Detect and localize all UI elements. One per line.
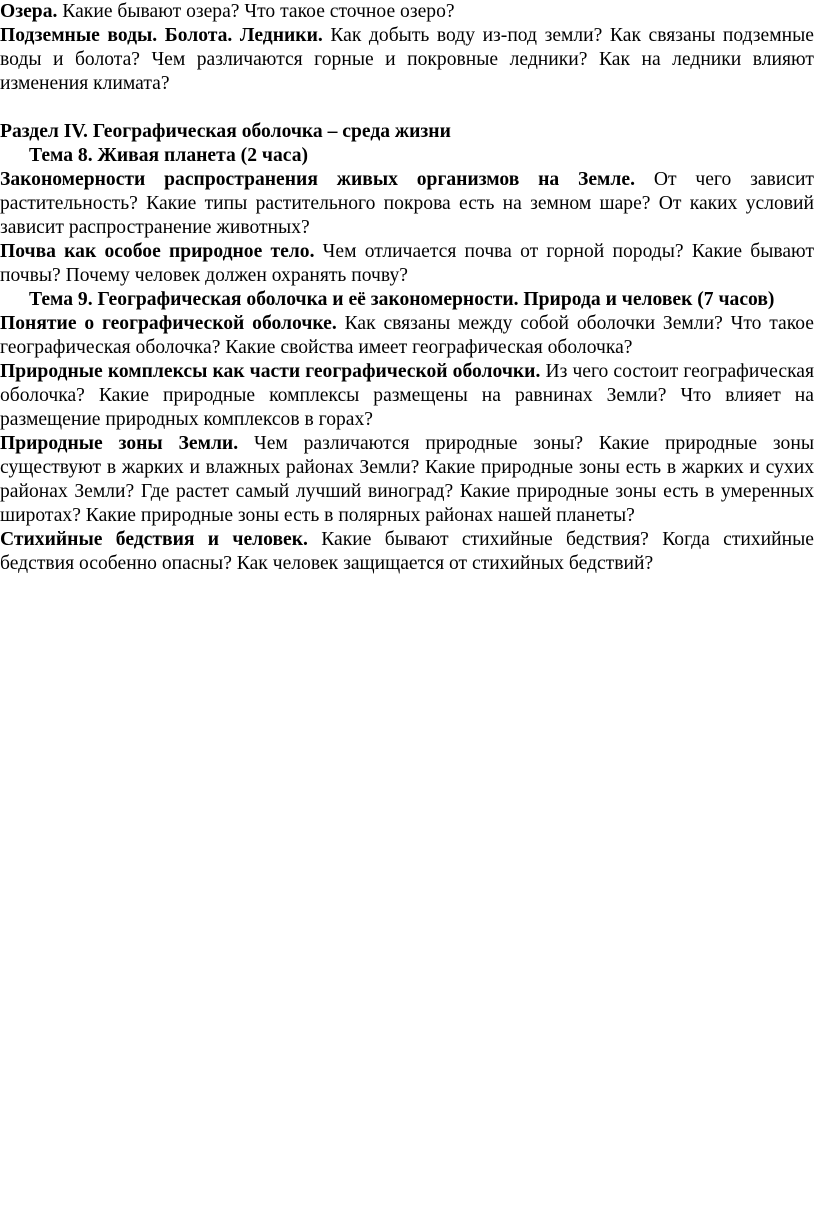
heading-lakes: Озера. [0,1,58,22]
paragraph-zones [0,432,814,528]
heading-organisms: Закономерности распространения живых организмов на Земле. [0,169,635,190]
section-title: Раздел IV. Географическая оболочка – среда жизни [0,121,451,142]
document-page [0,0,816,576]
paragraph-complexes [0,360,814,432]
blank-line [0,96,814,120]
text-groundwater: Как добыть воду из-под земли? Как связаны подземные воды и болота? Чем различаются горные и покровные ледники? Как на ледники влияют изменения климата? [0,25,814,94]
heading-zones: Природные зоны Земли. [0,433,239,454]
heading-groundwater: Подземные воды. Болота. Ледники. [0,25,323,46]
paragraph-geo-envelope [0,312,814,360]
text-zones: Чем различаются природные зоны? Какие природные зоны существуют в жарких и влажных районах Земли? Какие природные зоны есть в жарких и сухих районах Земли? Где растет самый лучший виноград? Какие природные зоны есть в умеренных широтах? Какие природные зоны есть в полярных районах нашей планеты? [0,433,814,526]
paragraph-groundwater [0,24,814,96]
heading-soil: Почва как особое природное тело. [0,241,315,262]
section-heading [0,120,814,144]
paragraph-soil [0,240,814,288]
paragraph-disasters [0,528,814,576]
heading-complexes: Природные комплексы как части географической оболочки. [0,361,541,382]
text-lakes: Какие бывают озера? Что такое сточное озеро? [57,1,455,22]
topic-8-title: Тема 8. Живая планета (2 часа) [29,145,309,166]
paragraph-lakes [0,0,814,24]
text-geo-envelope: Как связаны между собой оболочки Земли? Что такое географическая оболочка? Какие свойства имеет географическая оболочка? [0,313,814,358]
text-organisms: От чего зависит растительность? Какие типы растительного покрова есть на земном шаре? От каких условий зависит распространение животных? [0,169,814,238]
topic-8-heading [0,144,814,168]
heading-disasters: Стихийные бедствия и человек. [0,529,308,550]
paragraph-organisms [0,168,814,240]
text-soil: Чем отличается почва от горной породы? Какие бывают почвы? Почему человек должен охранять почву? [0,241,815,286]
text-disasters: Какие бывают стихийные бедствия? Когда стихийные бедствия особенно опасны? Как человек защищается от стихийных бедствий? [0,529,814,574]
text-complexes: Из чего состоит географическая оболочка? Какие природные комплексы размещены на равнинах Земли? Что влияет на размещение природных комплексов в горах? [0,361,814,430]
heading-geo-envelope: Понятие о географической оболочке. [0,313,337,334]
topic-9-heading [0,288,814,312]
topic-9-title: Тема 9. Географическая оболочка и её закономерности. Природа и человек (7 часов) [29,289,775,310]
